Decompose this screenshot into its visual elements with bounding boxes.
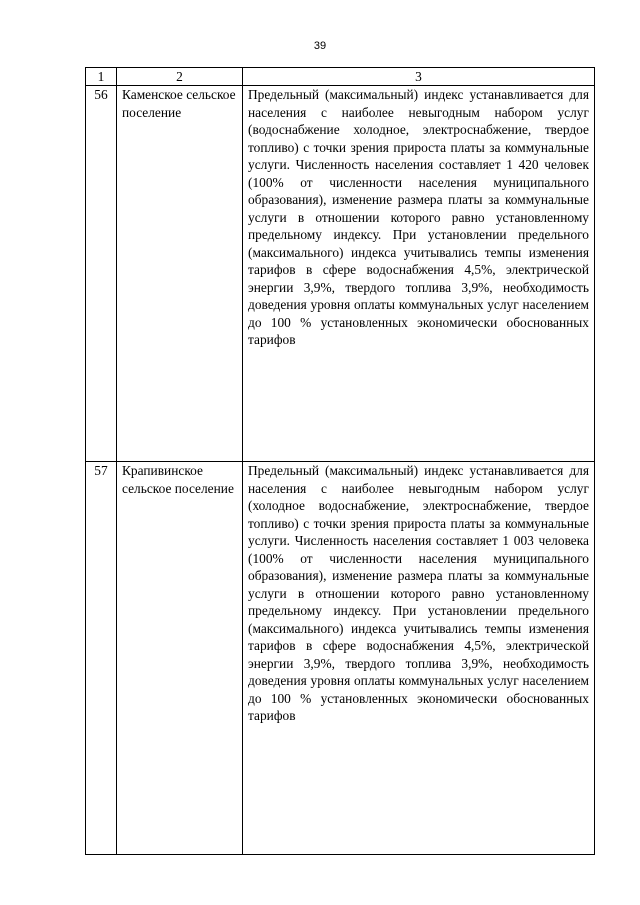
column-header-3: 3 [243, 68, 595, 86]
column-header-1: 1 [86, 68, 117, 86]
settlement-name: Крапивинское сельское поселение [117, 462, 243, 855]
page-number: 39 [313, 40, 327, 52]
table-header-row [86, 68, 595, 86]
row-number: 57 [86, 462, 117, 855]
column-header-2: 2 [117, 68, 243, 86]
table-row [86, 86, 595, 462]
document-table [85, 67, 595, 855]
table-row [86, 462, 595, 855]
row-number: 56 [86, 86, 117, 462]
index-description: Предельный (максимальный) индекс устанавливается для населения с наиболее невыгодным набором услуг (холодное водоснабжение, электроснабжение, твердое топливо) с точки зрения прироста платы за коммунальные услуги. Численность населения составляет 1 003 человека (100% от численности населения муниципального образования), изменение размера платы за коммунальные услуги в отношении которого равно установленному предельному индексу. При установлении предельного (максимального) индекса учитывались темпы изменения тарифов в сфере водоснабжения 4,5%, электрической энергии 3,9%, твердого топлива 3,9%, необходимость доведения уровня оплаты коммунальных услуг населением до 100 % установленных экономически обоснованных тарифов [243, 462, 595, 855]
settlement-name: Каменское сельское поселение [117, 86, 243, 462]
index-description: Предельный (максимальный) индекс устанавливается для населения с наиболее невыгодным набором услуг (водоснабжение холодное, электроснабжение, твердое топливо) с точки зрения прироста платы за коммунальные услуги. Численность населения составляет 1 420 человек (100% от численности населения муниципального образования), изменение размера платы за коммунальные услуги в отношении которого равно установленному предельному индексу. При установлении предельного (максимального) индекса учитывались темпы изменения тарифов в сфере водоснабжения 4,5%, электрической энергии 3,9%, твердого топлива 3,9%, необходимость доведения уровня оплаты коммунальных услуг населением до 100 % установленных экономически обоснованных тарифов [243, 86, 595, 462]
